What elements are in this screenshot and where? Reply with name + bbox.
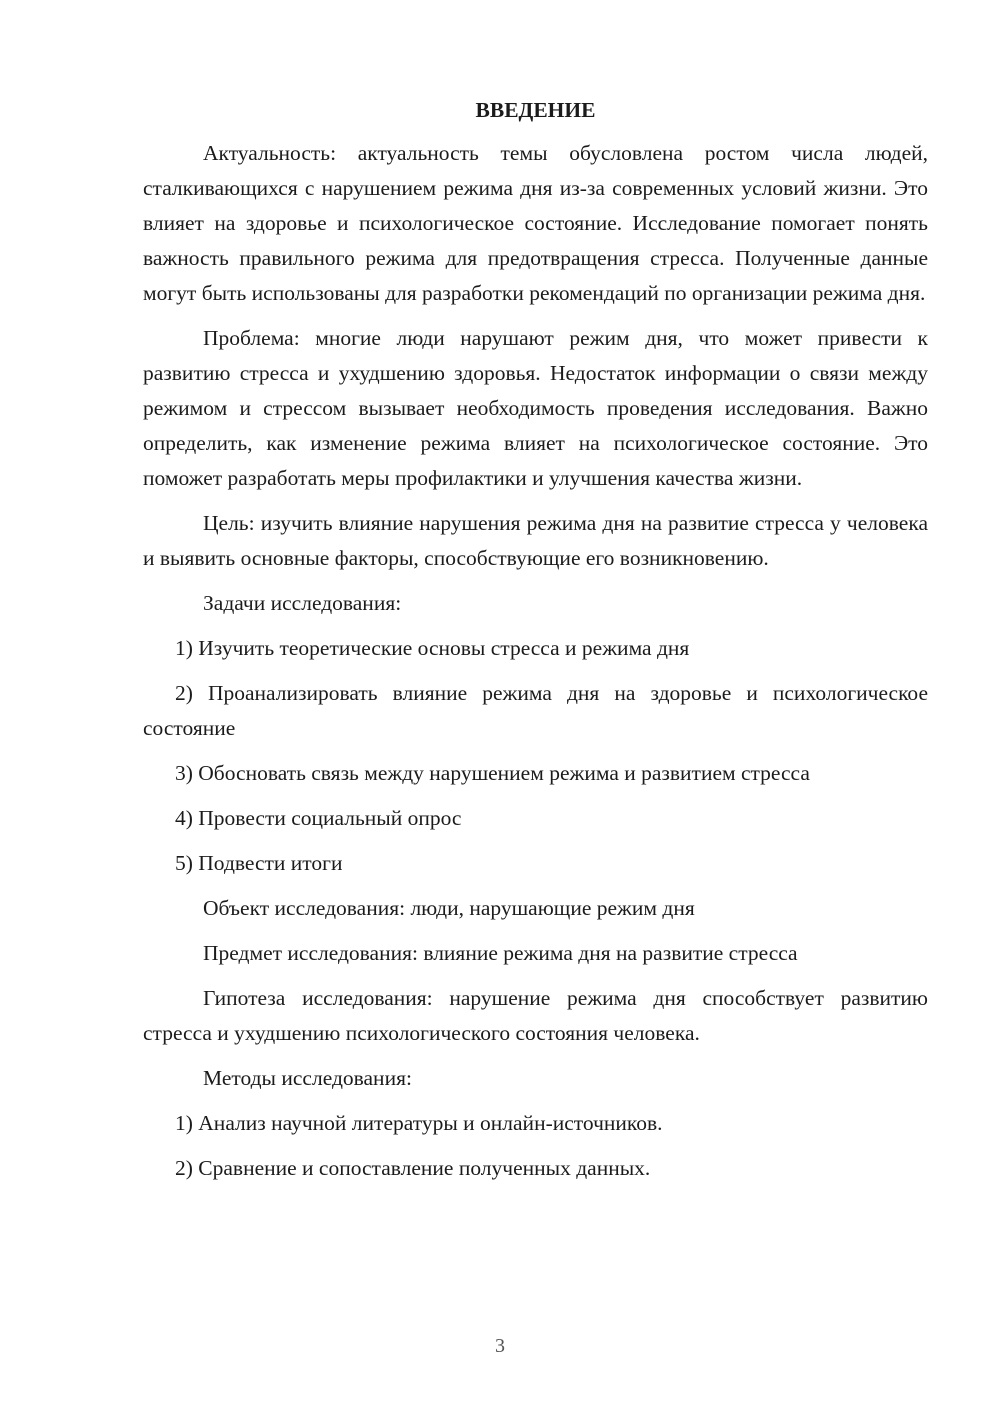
hypothesis-paragraph: Гипотеза исследования: нарушение режима дня способствует развитию стресса и ухудшению психологического состояния человека. xyxy=(143,986,928,1045)
problem-paragraph: Проблема: многие люди нарушают режим дня, что может привести к развитию стресса и ухудшению здоровья. Недостаток информации о связи между режимом и стрессом вызывает необходимость проведения исследования. Важно определить, как изменение режима влияет на психологическое состояние. Это поможет разработать меры профилактики и улучшения качества жизни. xyxy=(143,326,928,490)
task-item: 4) Провести социальный опрос xyxy=(175,806,462,830)
methods-heading: Методы исследования: xyxy=(203,1066,412,1090)
method-item: 1) Анализ научной литературы и онлайн-источников. xyxy=(175,1111,663,1135)
task-item: 2) Проанализировать влияние режима дня на здоровье и психологическое состояние xyxy=(143,681,928,740)
page-number: 3 xyxy=(495,1335,505,1357)
task-item: 3) Обосновать связь между нарушением режима и развитием стресса xyxy=(175,761,810,785)
object-line: Объект исследования: люди, нарушающие режим дня xyxy=(203,896,695,920)
subject-line: Предмет исследования: влияние режима дня на развитие стресса xyxy=(203,941,798,965)
page-title: ВВЕДЕНИЕ xyxy=(475,98,596,122)
task-item: 1) Изучить теоретические основы стресса и режима дня xyxy=(175,636,690,660)
document-page xyxy=(143,92,928,1196)
goal-paragraph: Цель: изучить влияние нарушения режима дня на развитие стресса у человека и выявить основные факторы, способствующие его возникновению. xyxy=(143,511,928,570)
relevance-paragraph: Актуальность: актуальность темы обусловлена ростом числа людей, сталкивающихся с нарушением режима дня из-за современных условий жизни. Это влияет на здоровье и психологическое состояние. Исследование помогает понять важность правильного режима для предотвращения стресса. Полученные данные могут быть использованы для разработки рекомендаций по организации режима дня. xyxy=(143,141,928,305)
method-item: 2) Сравнение и сопоставление полученных данных. xyxy=(175,1156,651,1180)
tasks-heading: Задачи исследования: xyxy=(203,591,402,615)
task-item: 5) Подвести итоги xyxy=(175,851,343,875)
